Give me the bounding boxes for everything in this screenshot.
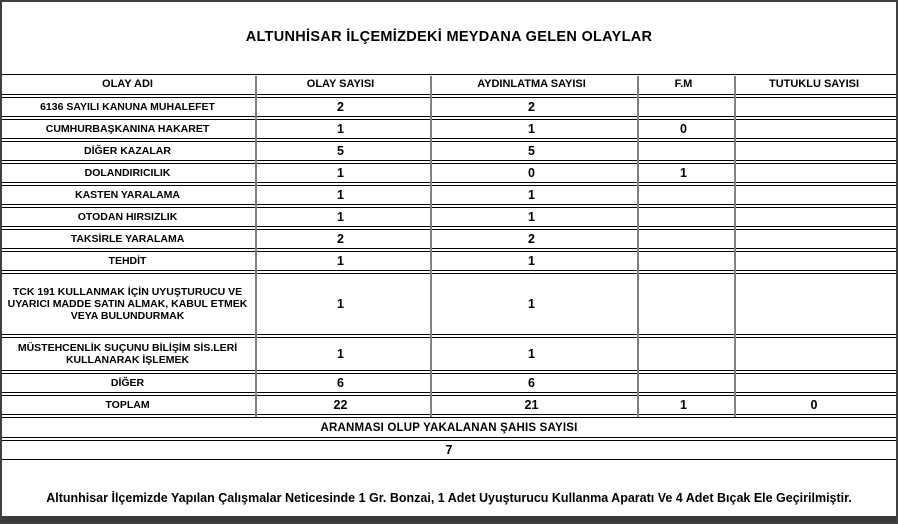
table-row [2,337,896,371]
table-row [2,251,896,271]
value-cell [635,252,732,270]
value-cell: 0 [528,165,535,180]
table-row [2,395,896,415]
value-cell: 0 [680,121,687,136]
value-cell: 5 [528,143,535,158]
value-cell: 5 [337,143,344,158]
value-cell [732,274,896,334]
value-cell [635,208,732,226]
incident-name-cell: TCK 191 KULLANMAK İÇİN UYUŞTURUCU VE UYARICI MADDE SATIN ALMAK, KABUL ETMEK VEYA BULUNDURMAK [7,285,248,323]
value-cell: 1 [528,121,535,136]
value-cell: 1 [337,253,344,268]
value-cell: 22 [333,397,348,412]
value-cell: 1 [528,253,535,268]
column-header: OLAY SAYISI [306,78,375,91]
column-header: AYDINLATMA SAYISI [477,78,586,91]
value-cell: 1 [337,165,344,180]
column-header: TUTUKLU SAYISI [768,78,860,91]
bottom-frame-bar [2,516,896,522]
incident-name-cell: DİĞER KAZALAR [84,144,171,157]
value-cell [732,374,896,392]
value-cell [635,186,732,204]
value-cell: 6 [337,375,344,390]
value-cell: 1 [337,187,344,202]
column-rule-4 [734,76,736,417]
value-cell: 6 [528,375,535,390]
value-cell: 1 [528,346,535,361]
value-cell [635,230,732,248]
value-cell: 1 [337,121,344,136]
incident-name-cell: MÜSTEHCENLİK SUÇUNU BİLİŞİM SİS.LERİ KULLANARAK İŞLEMEK [17,341,238,366]
incident-name-cell: TEHDİT [108,254,147,267]
value-cell [732,186,896,204]
value-cell [732,120,896,138]
value-cell [732,164,896,182]
table-row [2,229,896,249]
value-cell [732,230,896,248]
footer-note: Altunhisar İlçemizde Yapılan Çalışmalar Neticesinde 1 Gr. Bonzai, 1 Adet Uyuşturucu Kullanma Aparatı Ve 4 Adet Bıçak Ele Geçirilmiştir. [46,491,852,505]
wanted-persons-label: ARANMASI OLUP YAKALANAN ŞAHIS SAYISI [320,421,578,434]
incident-name-cell: KASTEN YARALAMA [74,188,180,201]
table-row [2,97,896,117]
value-cell: 0 [810,397,818,412]
value-cell [635,142,732,160]
value-cell: 1 [528,209,535,224]
value-cell: 2 [337,99,344,114]
value-cell [732,98,896,116]
value-cell: 1 [337,209,344,224]
column-header: F.M [674,78,693,91]
value-cell: 1 [528,187,535,202]
value-cell: 21 [524,397,539,412]
value-cell: 2 [528,231,535,246]
wanted-persons-value: 7 [445,443,453,457]
incident-name-cell: TAKSİRLE YARALAMA [70,232,185,245]
column-rule-2 [430,76,432,417]
incident-name-cell: CUMHURBAŞKANINA HAKARET [45,122,210,135]
table-row [2,163,896,183]
wanted-persons-value-row [2,440,896,460]
value-cell: 1 [337,296,344,311]
table-row [2,207,896,227]
value-cell [635,274,732,334]
value-cell: 1 [680,397,687,412]
incidents-table [2,74,896,462]
incident-name-cell: 6136 SAYILI KANUNA MUHALEFET [40,100,215,113]
value-cell [635,98,732,116]
wanted-persons-label-row [2,417,896,438]
value-cell [732,142,896,160]
column-rule-1 [255,76,257,417]
value-cell [732,338,896,370]
column-header: OLAY ADI [102,78,153,91]
table-row [2,141,896,161]
table-header-row [2,74,896,95]
incident-name-cell: OTODAN HIRSIZLIK [77,210,178,223]
value-cell: 1 [680,165,687,180]
table-row [2,273,896,335]
column-rule-3 [637,76,639,417]
page-title: ALTUNHİSAR İLÇEMİZDEKİ MEYDANA GELEN OLAYLAR [245,29,653,45]
value-cell [635,338,732,370]
incident-name-cell: TOPLAM [105,398,150,411]
value-cell: 1 [337,346,344,361]
value-cell [732,208,896,226]
table-row [2,119,896,139]
incident-name-cell: DİĞER [110,376,145,389]
value-cell [635,374,732,392]
value-cell [732,252,896,270]
value-cell: 2 [337,231,344,246]
table-row [2,373,896,393]
table-row [2,185,896,205]
value-cell: 2 [528,99,535,114]
value-cell: 1 [528,296,535,311]
table-body [2,97,896,415]
incident-name-cell: DOLANDIRICILIK [84,166,171,179]
